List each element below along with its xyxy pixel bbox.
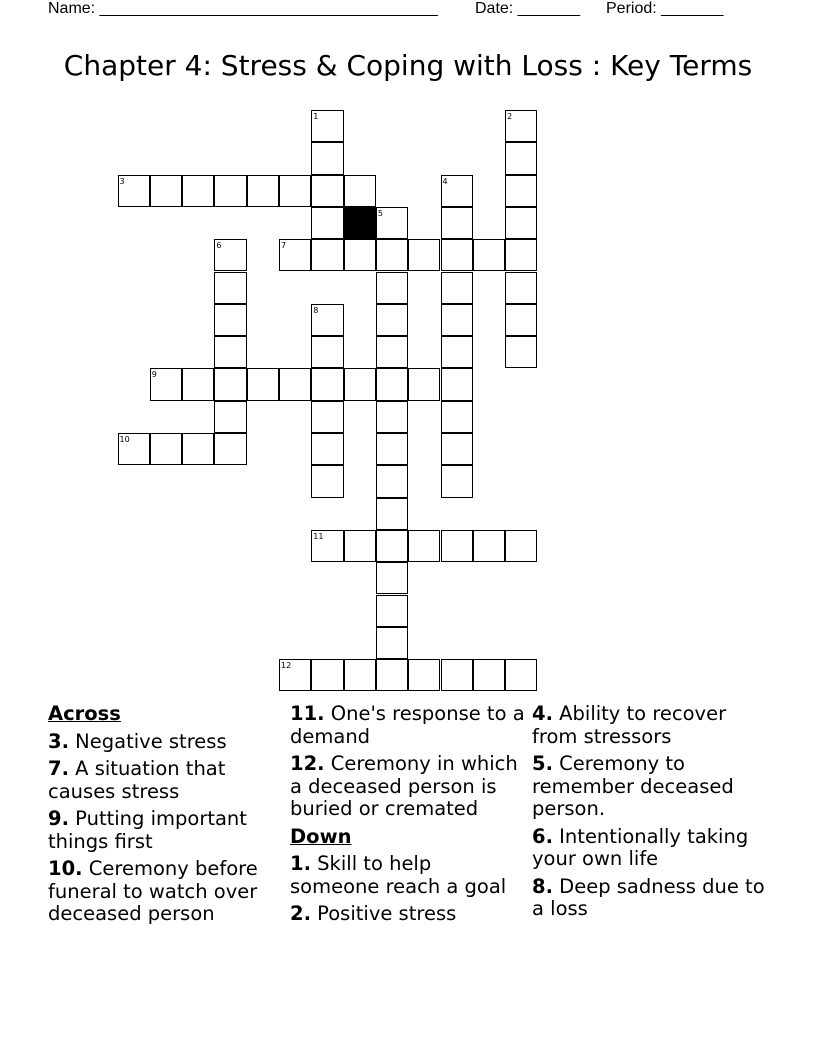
clue-number-label: 8 <box>313 305 319 315</box>
clue-text: Putting important things first <box>48 807 247 853</box>
grid-cell[interactable] <box>408 368 440 400</box>
across-heading: Across <box>48 702 121 725</box>
grid-cell[interactable] <box>376 239 408 271</box>
grid-cell[interactable] <box>376 304 408 336</box>
clue-text: One's response to a demand <box>290 702 525 748</box>
grid-cell[interactable] <box>441 530 473 562</box>
grid-cell[interactable] <box>182 368 214 400</box>
down-heading: Down <box>290 824 352 848</box>
clue-number: 4. <box>532 702 553 725</box>
grid-cell[interactable] <box>376 368 408 400</box>
grid-cell[interactable] <box>505 304 537 336</box>
clue-number: 5. <box>532 752 553 775</box>
grid-cell[interactable] <box>311 659 343 691</box>
clue-across-11 <box>290 703 526 748</box>
grid-cell[interactable] <box>344 659 376 691</box>
date-field[interactable]: Date: _______ <box>475 0 580 17</box>
clue-text: Ability to recover from stressors <box>532 702 727 748</box>
grid-cell[interactable] <box>247 175 279 207</box>
clue-down-4 <box>532 703 768 748</box>
clue-number-label: 4 <box>442 176 448 186</box>
grid-cell[interactable] <box>441 272 473 304</box>
grid-cell[interactable] <box>311 433 343 465</box>
blocked-cell <box>344 207 376 239</box>
grid-cell[interactable] <box>408 530 440 562</box>
clue-number: 2. <box>290 902 311 925</box>
clue-number-label: 3 <box>119 176 125 186</box>
grid-cell[interactable] <box>150 175 182 207</box>
grid-cell[interactable] <box>505 142 537 174</box>
clue-text: Deep sadness due to a loss <box>532 874 765 920</box>
grid-cell[interactable] <box>408 659 440 691</box>
clue-number-label: 5 <box>377 208 383 218</box>
grid-cell[interactable] <box>311 207 343 239</box>
clue-down-6 <box>532 826 768 871</box>
clue-number-label: 11 <box>313 531 324 541</box>
name-field[interactable]: Name: ______________________________________ <box>48 0 438 17</box>
clue-across-9 <box>48 808 284 853</box>
clue-number: 8. <box>532 874 553 898</box>
grid-cell[interactable] <box>441 304 473 336</box>
grid-cell[interactable] <box>376 562 408 594</box>
clue-text: Intentionally taking your own life <box>532 824 749 870</box>
clue-number: 10. <box>48 857 83 880</box>
grid-cell[interactable] <box>344 530 376 562</box>
clue-number-label: 1 <box>313 112 319 121</box>
grid-cell[interactable] <box>279 175 311 207</box>
clue-number: 6. <box>532 824 553 848</box>
clue-text: A situation that causes stress <box>48 757 226 803</box>
clue-text: Skill to help someone reach a goal <box>290 852 507 898</box>
grid-cell[interactable] <box>505 207 537 239</box>
grid-cell[interactable] <box>441 207 473 239</box>
grid-cell[interactable] <box>376 465 408 497</box>
grid-cell[interactable] <box>214 304 246 336</box>
grid-cell[interactable] <box>214 433 246 465</box>
clue-number: 1. <box>290 852 311 875</box>
grid-cell[interactable] <box>150 433 182 465</box>
grid-cell[interactable] <box>441 433 473 465</box>
grid-cell[interactable] <box>505 659 537 691</box>
grid-cell[interactable] <box>441 465 473 497</box>
clue-across-7 <box>48 758 284 803</box>
grid-cell[interactable] <box>505 239 537 271</box>
clue-down-1 <box>290 853 526 898</box>
clue-number: 11. <box>290 702 325 725</box>
grid-cell[interactable] <box>505 336 537 368</box>
grid-cell[interactable] <box>441 368 473 400</box>
clue-number-label: 2 <box>507 112 513 121</box>
grid-cell[interactable] <box>441 239 473 271</box>
grid-cell[interactable] <box>311 142 343 174</box>
grid-cell[interactable] <box>344 368 376 400</box>
grid-cell[interactable] <box>376 659 408 691</box>
grid-cell[interactable] <box>376 595 408 627</box>
grid-cell[interactable] <box>376 401 408 433</box>
grid-cell[interactable] <box>441 659 473 691</box>
clue-number: 9. <box>48 807 69 830</box>
clue-down-8 <box>532 876 768 921</box>
grid-cell[interactable] <box>473 239 505 271</box>
grid-cell[interactable] <box>311 336 343 368</box>
clue-text: Negative stress <box>68 729 227 753</box>
grid-cell[interactable] <box>473 530 505 562</box>
grid-cell[interactable] <box>311 401 343 433</box>
clue-across-3 <box>48 731 284 754</box>
grid-cell[interactable] <box>182 433 214 465</box>
grid-cell[interactable] <box>214 336 246 368</box>
grid-cell[interactable] <box>376 627 408 659</box>
clue-number: 12. <box>290 752 325 775</box>
clue-number: 3. <box>48 729 69 753</box>
grid-cell[interactable] <box>376 433 408 465</box>
clue-text: Ceremony before funeral to watch over deceased person <box>48 857 258 925</box>
clue-number-label: 6 <box>216 241 222 251</box>
grid-cell[interactable] <box>311 175 343 207</box>
grid-cell[interactable] <box>214 175 246 207</box>
grid-cell[interactable] <box>505 272 537 304</box>
grid-cell[interactable] <box>214 368 246 400</box>
clues-column-1 <box>48 703 284 931</box>
clue-across-12 <box>290 753 526 821</box>
grid-cell[interactable] <box>376 498 408 530</box>
grid-cell[interactable] <box>344 239 376 271</box>
grid-cell[interactable] <box>311 465 343 497</box>
grid-cell[interactable] <box>473 659 505 691</box>
grid-cell[interactable] <box>311 368 343 400</box>
grid-cell[interactable] <box>376 336 408 368</box>
grid-cell[interactable] <box>376 272 408 304</box>
grid-cell[interactable] <box>505 175 537 207</box>
clue-number: 7. <box>48 757 69 780</box>
grid-cell[interactable] <box>214 401 246 433</box>
grid-cell[interactable] <box>214 272 246 304</box>
grid-cell[interactable] <box>441 336 473 368</box>
grid-cell[interactable] <box>505 530 537 562</box>
clue-text: Ceremony to remember deceased person. <box>532 752 734 820</box>
clues-column-3 <box>532 703 768 926</box>
clue-number-label: 12 <box>281 661 292 671</box>
clue-text: Positive stress <box>310 902 457 925</box>
page-title: Chapter 4: Stress & Coping with Loss : Key Terms <box>63 49 753 82</box>
clue-number-label: 9 <box>151 370 157 380</box>
grid-cell[interactable] <box>441 401 473 433</box>
grid-cell[interactable] <box>408 239 440 271</box>
clue-text: Ceremony in which a deceased person is buried or cremated <box>290 752 518 820</box>
clues-column-2 <box>290 703 526 931</box>
period-field[interactable]: Period: _______ <box>606 0 724 17</box>
grid-cell[interactable] <box>376 530 408 562</box>
grid-cell[interactable] <box>344 175 376 207</box>
clue-down-5 <box>532 753 768 821</box>
clue-across-10 <box>48 858 284 926</box>
clue-down-2 <box>290 903 526 926</box>
grid-cell[interactable] <box>247 368 279 400</box>
clue-number-label: 10 <box>119 435 130 444</box>
grid-cell[interactable] <box>279 368 311 400</box>
grid-cell[interactable] <box>182 175 214 207</box>
clue-number-label: 7 <box>281 241 287 251</box>
grid-cell[interactable] <box>311 239 343 271</box>
